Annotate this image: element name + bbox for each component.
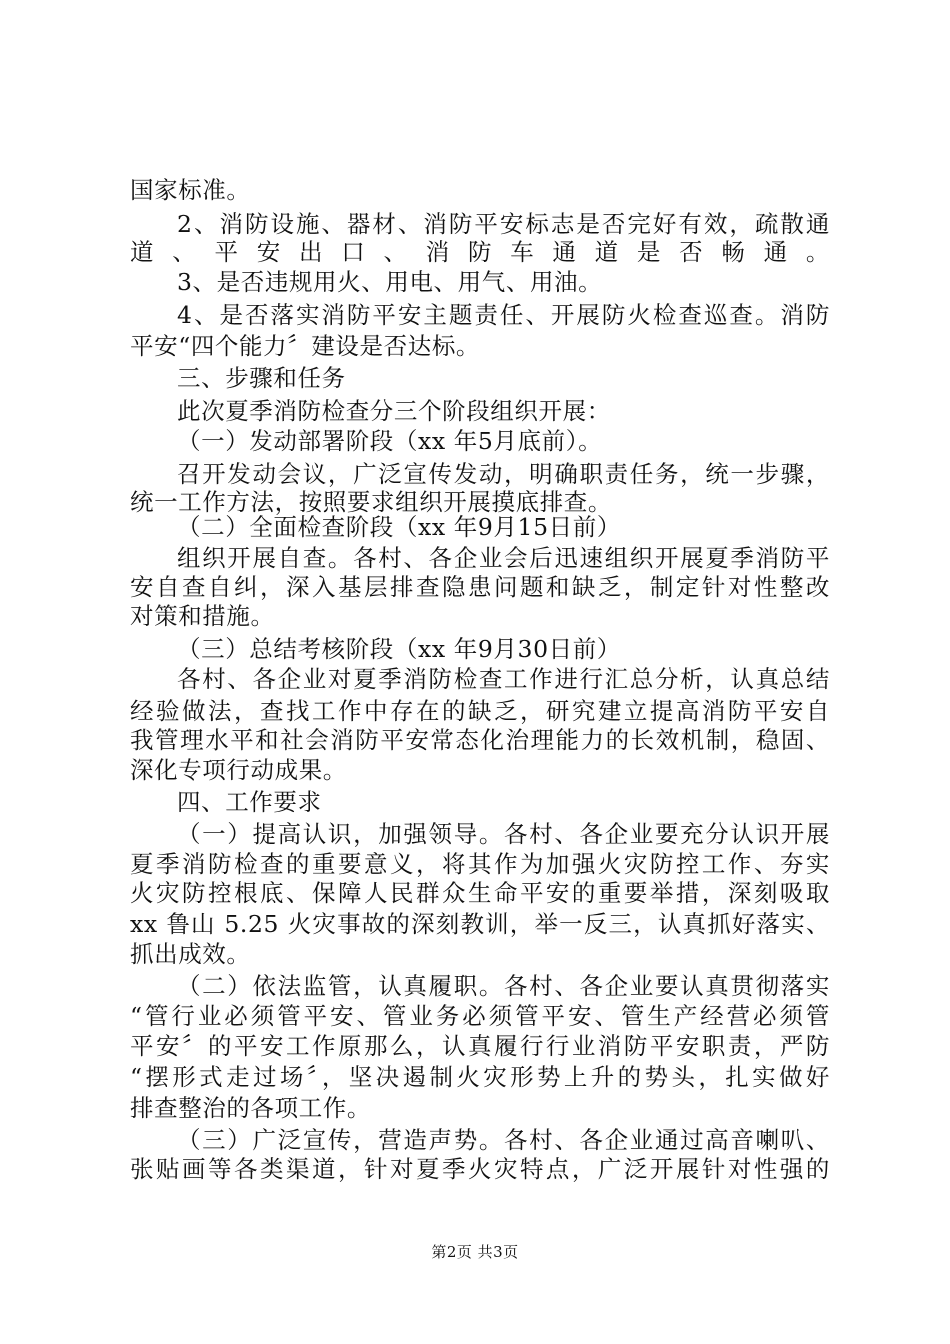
subsection-heading: （一）发动部署阶段（xx 年5月底前）。 [177,427,603,455]
subsection-heading: （三）总结考核阶段（xx 年9月30日前） [177,635,621,663]
text-line: （三）广泛宣传，营造声势。各村、各企业通过高音喇叭、 [177,1126,830,1154]
text-line: 平安〞的平安工作原那么，认真履行行业消防平安职责，严防 [130,1032,830,1060]
text-line: 统一工作方法，按照要求组织开展摸底排查。 [130,488,612,516]
text-line: 组织开展自查。各村、各企业会后迅速组织开展夏季消防平 [177,544,830,572]
section-heading: 三、步骤和任务 [177,364,346,392]
text-line: 抓出成效。 [130,940,251,968]
text-line: （二）依法监管，认真履职。各村、各企业要认真贯彻落实 [177,972,830,1000]
text-line: 国家标准。 [130,176,251,204]
section-heading: 四、工作要求 [177,788,322,816]
text-line: 安自查自纠，深入基层排查隐患问题和缺乏，制定针对性整改 [130,573,830,601]
text-line: 2、消防设施、器材、消防平安标志是否完好有效，疏散通 [177,210,830,238]
text-line: 经验做法，查找工作中存在的缺乏，研究建立提高消防平安自 [130,697,830,725]
text-line: 深化专项行动成果。 [130,756,347,784]
text-line: 我管理水平和社会消防平安常态化治理能力的长效机制，稳固、 [130,726,830,754]
text-line: 平安“四个能力〞建设是否达标。 [130,332,481,360]
text-line: 道、平安出口、消防车通道是否畅通。 [130,238,830,266]
text-line: 此次夏季消防检查分三个阶段组织开展： [177,397,611,425]
text-line: 排查整治的各项工作。 [130,1094,371,1122]
text-line: 4、是否落实消防平安主题责任、开展防火检查巡查。消防 [177,301,830,329]
text-line: 召开发动会议，广泛宣传发动，明确职责任务，统一步骤， [177,460,830,488]
text-line: （一）提高认识，加强领导。各村、各企业要充分认识开展 [177,820,830,848]
text-line: 夏季消防检查的重要意义，将其作为加强火灾防控工作、夯实 [130,850,830,878]
text-line: “摆形式走过场〞，坚决遏制火灾形势上升的势头，扎实做好 [130,1063,830,1091]
text-line: “管行业必须管平安、管业务必须管平安、管生产经营必须管 [130,1002,830,1030]
text-line: 3、是否违规用火、用电、用气、用油。 [177,268,603,296]
text-line: 张贴画等各类渠道，针对夏季火灾特点，广泛开展针对性强的 [130,1155,830,1183]
page-number: 第2页 共3页 [431,1243,519,1261]
text-line: 火灾防控根底、保障人民群众生命平安的重要举措，深刻吸取 [130,879,830,907]
subsection-heading: （二）全面检查阶段（xx 年9月15日前） [177,513,621,541]
text-line: 对策和措施。 [130,602,275,630]
text-line: 各村、各企业对夏季消防检查工作进行汇总分析，认真总结 [177,665,830,693]
text-line: xx 鲁山 5.25 火灾事故的深刻教训，举一反三，认真抓好落实、 [130,910,830,938]
